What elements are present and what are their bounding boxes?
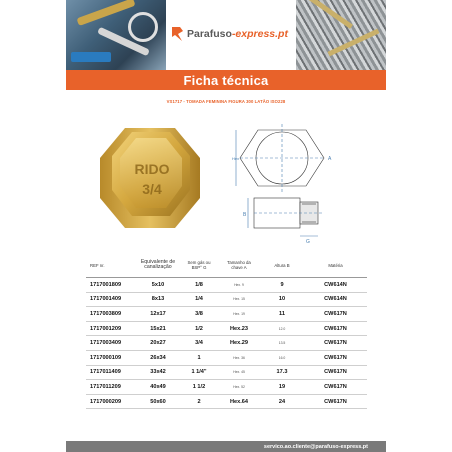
technical-drawing	[228, 120, 348, 250]
header	[66, 0, 386, 70]
cell-equiv: 33x42	[136, 365, 180, 380]
cell-height: 24	[260, 394, 304, 409]
table-row	[86, 350, 367, 365]
dim-a-label: A	[328, 156, 332, 162]
logo-text: Parafuso-express.pt	[187, 28, 288, 40]
header-tools-photo	[66, 0, 166, 70]
cell-hex: Hex.23	[218, 321, 260, 336]
title-banner	[66, 70, 386, 90]
dim-hex-label: Hex	[232, 156, 240, 161]
cell-hex: Hex. 19	[218, 307, 260, 322]
dim-g-label: G	[306, 239, 310, 245]
col-header-hex: Tamanho da chave A	[218, 253, 260, 278]
table-header-row	[86, 253, 367, 278]
col-header-equiv: Equivalente de canalização	[136, 253, 180, 278]
logo-icon	[170, 25, 184, 43]
product-photo	[90, 118, 210, 238]
cell-ref: 1717003409	[86, 336, 136, 351]
cell-equiv: 50x60	[136, 394, 180, 409]
dim-b-label: B	[243, 212, 247, 218]
table-row	[86, 394, 367, 409]
spec-table	[86, 253, 367, 409]
cell-height: 17.3	[260, 365, 304, 380]
cell-ref: 1717001809	[86, 278, 136, 293]
cell-height: 16.0	[260, 350, 304, 365]
cell-gas: 3/8	[180, 307, 218, 322]
header-screws-photo	[296, 0, 386, 70]
cell-ref: 1717003809	[86, 307, 136, 322]
logo[interactable]	[170, 22, 294, 46]
cell-gas: 2	[180, 394, 218, 409]
cell-material: CW614N	[304, 292, 367, 307]
cell-ref: 1717001209	[86, 321, 136, 336]
cell-hex: Hex. 36	[218, 350, 260, 365]
cell-ref: 1717000109	[86, 350, 136, 365]
cell-height: 11	[260, 307, 304, 322]
cell-material: CW617N	[304, 394, 367, 409]
footer	[66, 441, 386, 452]
col-header-material: Matéria	[304, 253, 367, 278]
table-row	[86, 336, 367, 351]
cell-height: 9	[260, 278, 304, 293]
cell-height: 12.0	[260, 321, 304, 336]
cell-gas: 1/8	[180, 278, 218, 293]
cell-material: CW617N	[304, 336, 367, 351]
cell-equiv: 8x13	[136, 292, 180, 307]
cell-equiv: 20x27	[136, 336, 180, 351]
cell-equiv: 40x49	[136, 380, 180, 395]
cell-ref: 1717011409	[86, 365, 136, 380]
cell-hex: Hex. 52	[218, 380, 260, 395]
cell-height: 13.5	[260, 336, 304, 351]
cell-gas: 1	[180, 350, 218, 365]
cell-gas: 1 1/2	[180, 380, 218, 395]
cell-material: CW617N	[304, 350, 367, 365]
table-row	[86, 380, 367, 395]
cell-material: CW614N	[304, 278, 367, 293]
marking-size: 3/4	[142, 181, 162, 197]
table-row	[86, 292, 367, 307]
cell-equiv: 12x17	[136, 307, 180, 322]
col-header-ref: REF nr.	[86, 253, 136, 278]
col-header-height: Altura B	[260, 253, 304, 278]
marking-brand: RIDO	[134, 161, 170, 177]
cell-equiv: 5x10	[136, 278, 180, 293]
cell-ref: 1717000209	[86, 394, 136, 409]
cell-height: 19	[260, 380, 304, 395]
cell-hex: Hex. 45	[218, 365, 260, 380]
product-subtitle: VS1717 - TOMADA FEMININA FIGURA 300 LATÃO ISO228	[166, 99, 286, 104]
cell-equiv: 26x34	[136, 350, 180, 365]
cell-height: 10	[260, 292, 304, 307]
cell-material: CW617N	[304, 307, 367, 322]
cell-gas: 3/4	[180, 336, 218, 351]
cell-hex: Hex.64	[218, 394, 260, 409]
cell-gas: 1/4	[180, 292, 218, 307]
cell-material: CW617N	[304, 321, 367, 336]
cell-hex: Hex. 9	[218, 278, 260, 293]
table-row	[86, 278, 367, 293]
cell-material: CW617N	[304, 380, 367, 395]
table-row	[86, 307, 367, 322]
cell-gas: 1 1/4"	[180, 365, 218, 380]
cell-hex: Hex. 15	[218, 292, 260, 307]
cell-ref: 1717011209	[86, 380, 136, 395]
cell-ref: 1717001409	[86, 292, 136, 307]
col-header-gas: Sem gás ou BSP° G	[180, 253, 218, 278]
cell-gas: 1/2	[180, 321, 218, 336]
contact-email[interactable]: servico.ao.cliente@parafuso-express.pt	[263, 443, 368, 450]
cell-material: CW617N	[304, 365, 367, 380]
table-row	[86, 321, 367, 336]
page-title: Ficha técnica	[183, 72, 269, 88]
cell-hex: Hex.29	[218, 336, 260, 351]
cell-equiv: 15x21	[136, 321, 180, 336]
table-row	[86, 365, 367, 380]
